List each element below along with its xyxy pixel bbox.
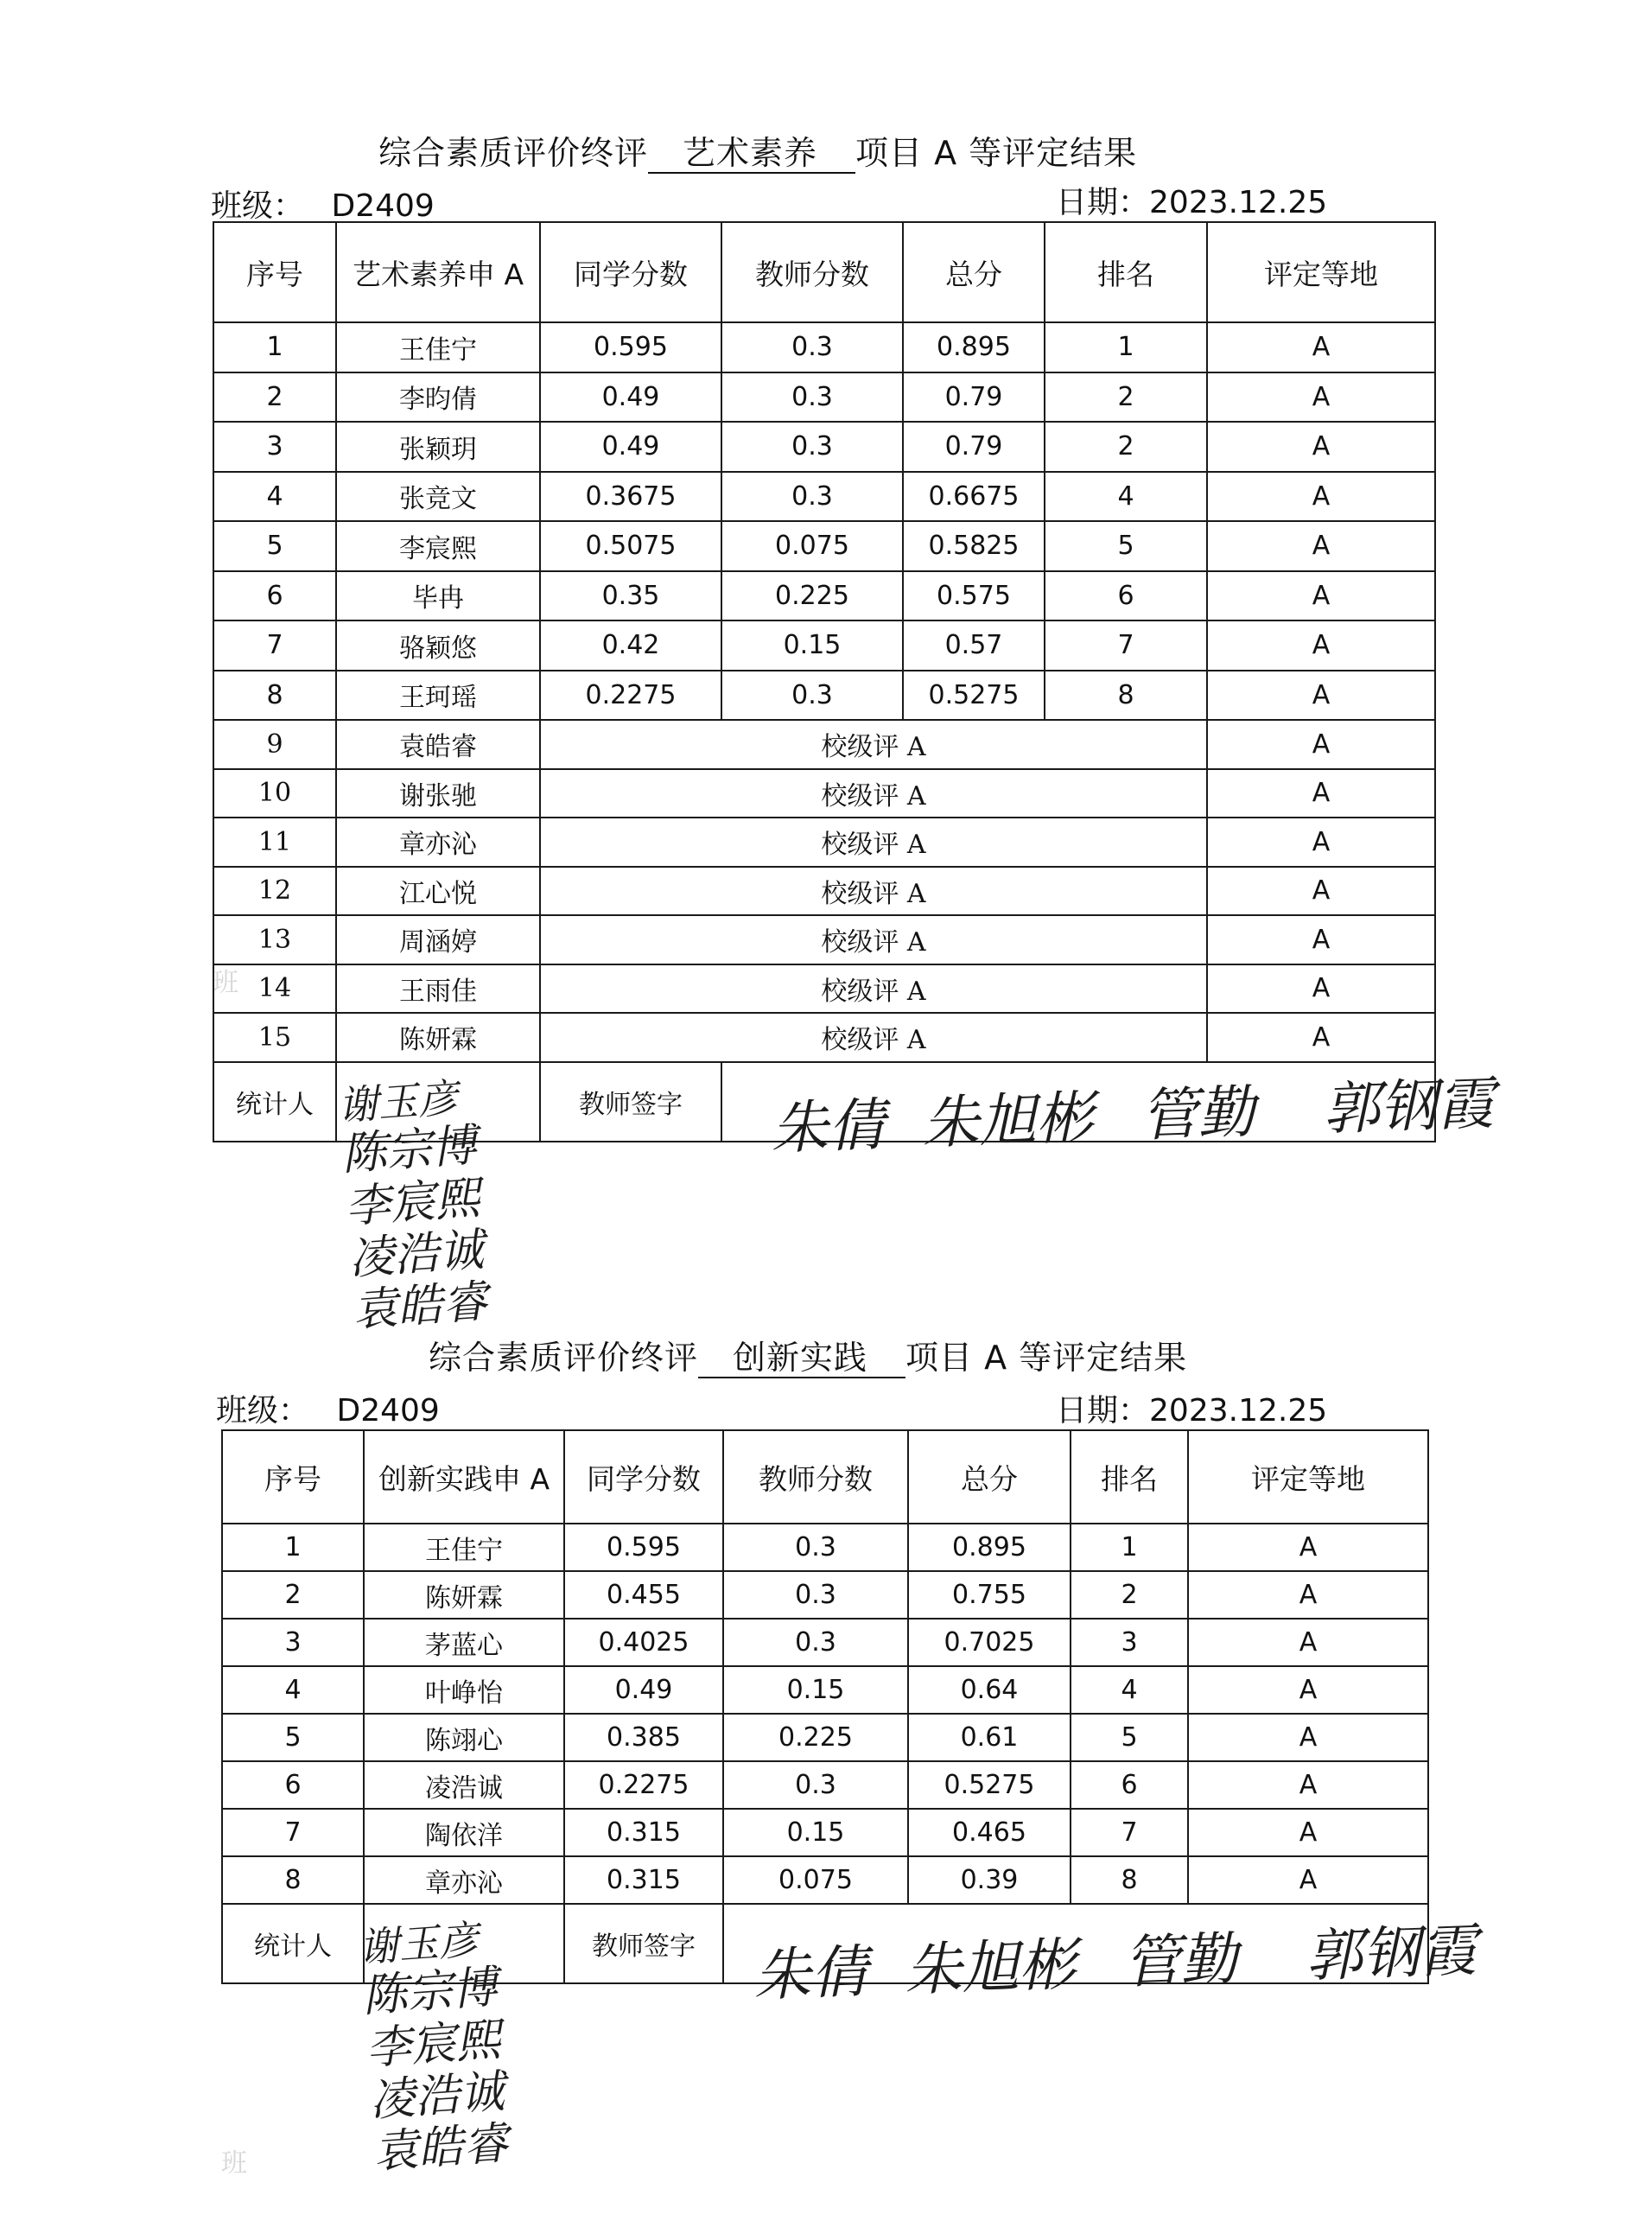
statistician-signature: 袁皓睿 bbox=[372, 2117, 511, 2180]
peer-score-cell: 0.42 bbox=[540, 620, 721, 671]
date-value: 2023.12.25 bbox=[1149, 1393, 1328, 1429]
grade-cell: A bbox=[1207, 472, 1435, 522]
school-level-cell: 校级评 A bbox=[540, 720, 1207, 769]
class-value: D2409 bbox=[336, 1393, 440, 1429]
teacher-score-cell: 0.15 bbox=[723, 1666, 908, 1714]
seq-cell: 14 bbox=[213, 964, 336, 1014]
grade-cell: A bbox=[1207, 322, 1435, 372]
table-row bbox=[213, 720, 1435, 769]
grade-cell: A bbox=[1188, 1666, 1428, 1714]
name-cell: 张竞文 bbox=[336, 472, 540, 522]
peer-score-cell: 0.49 bbox=[540, 372, 721, 423]
name-cell: 骆颖悠 bbox=[336, 620, 540, 671]
section2-title bbox=[429, 1331, 1187, 1378]
seq-cell: 9 bbox=[213, 720, 336, 769]
total-cell: 0.755 bbox=[908, 1571, 1071, 1619]
title-prefix: 综合素质评价终评 bbox=[429, 1339, 699, 1377]
teacher-score-cell: 0.15 bbox=[721, 620, 903, 671]
date-value: 2023.12.25 bbox=[1149, 185, 1328, 220]
total-cell: 0.57 bbox=[903, 620, 1045, 671]
grade-cell: A bbox=[1188, 1619, 1428, 1666]
show-through-mark: 班 bbox=[213, 968, 238, 998]
peer-score-cell: 0.2275 bbox=[540, 671, 721, 721]
name-cell: 谢张驰 bbox=[336, 769, 540, 818]
table-row bbox=[213, 422, 1435, 472]
statistician-signatures-1 bbox=[337, 1074, 489, 1338]
grade-cell: A bbox=[1207, 1013, 1435, 1062]
name-cell: 李昀倩 bbox=[336, 372, 540, 423]
seq-cell: 4 bbox=[222, 1666, 364, 1714]
statistician-signature: 谢玉彦 bbox=[357, 1916, 480, 1971]
title-fill: 艺术素养 bbox=[648, 136, 855, 174]
grade-cell: A bbox=[1188, 1809, 1428, 1856]
header-grade-cell: 评定等地 bbox=[1188, 1430, 1428, 1524]
header-seq-cell: 序号 bbox=[222, 1430, 364, 1524]
grade-cell: A bbox=[1207, 620, 1435, 671]
seq-cell: 10 bbox=[213, 769, 336, 818]
teacher-score-cell: 0.3 bbox=[721, 422, 903, 472]
header-peer-score-cell: 同学分数 bbox=[564, 1430, 723, 1524]
peer-score-cell: 0.49 bbox=[564, 1666, 723, 1714]
title-suffix: 项目 A 等评定结果 bbox=[855, 134, 1138, 172]
total-cell: 0.895 bbox=[903, 322, 1045, 372]
section1-date bbox=[1056, 178, 1327, 222]
seq-cell: 1 bbox=[213, 322, 336, 372]
grade-cell: A bbox=[1188, 1761, 1428, 1809]
table-row bbox=[213, 620, 1435, 671]
table-row bbox=[213, 322, 1435, 372]
peer-score-cell: 0.595 bbox=[564, 1524, 723, 1571]
teacher-score-cell: 0.3 bbox=[721, 472, 903, 522]
teacher-signature: 朱倩 bbox=[753, 1938, 869, 2009]
table-row bbox=[222, 1856, 1428, 1904]
name-cell: 张颖玥 bbox=[336, 422, 540, 472]
seq-cell: 8 bbox=[222, 1856, 364, 1904]
seq-cell: 2 bbox=[213, 372, 336, 423]
rank-cell: 8 bbox=[1071, 1856, 1188, 1904]
teacher-signature: 郭钢霞 bbox=[1304, 1917, 1478, 1990]
grade-cell: A bbox=[1188, 1856, 1428, 1904]
header-rank-cell: 排名 bbox=[1045, 222, 1207, 322]
total-cell: 0.5275 bbox=[908, 1761, 1071, 1809]
show-through-mark: 班 bbox=[221, 2148, 247, 2179]
name-cell: 王雨佳 bbox=[336, 964, 540, 1014]
teacher-score-cell: 0.3 bbox=[723, 1524, 908, 1571]
total-cell: 0.39 bbox=[908, 1856, 1071, 1904]
total-cell: 0.895 bbox=[908, 1524, 1071, 1571]
seq-cell: 4 bbox=[213, 472, 336, 522]
grade-cell: A bbox=[1207, 818, 1435, 867]
table-row bbox=[213, 964, 1435, 1014]
teacher-score-cell: 0.3 bbox=[721, 671, 903, 721]
teacher-signature: 管勤 bbox=[1121, 1925, 1239, 1996]
teacher-score-cell: 0.3 bbox=[723, 1571, 908, 1619]
peer-score-cell: 0.49 bbox=[540, 422, 721, 472]
title-fill: 创新实践 bbox=[698, 1340, 905, 1378]
table-row bbox=[213, 915, 1435, 964]
name-cell: 李宸熙 bbox=[336, 521, 540, 571]
teacher-signature: 朱旭彬 bbox=[920, 1084, 1095, 1157]
grade-cell: A bbox=[1207, 571, 1435, 621]
rank-cell: 8 bbox=[1045, 671, 1207, 721]
school-level-cell: 校级评 A bbox=[540, 964, 1207, 1014]
grade-cell: A bbox=[1207, 372, 1435, 423]
rank-cell: 5 bbox=[1045, 521, 1207, 571]
table-row bbox=[222, 1571, 1428, 1619]
table-row bbox=[222, 1666, 1428, 1714]
table-row bbox=[213, 671, 1435, 721]
name-cell: 章亦沁 bbox=[364, 1856, 564, 1904]
class-label: 班级： bbox=[211, 188, 305, 224]
peer-score-cell: 0.5075 bbox=[540, 521, 721, 571]
name-cell: 陈妍霖 bbox=[364, 1571, 564, 1619]
grade-cell: A bbox=[1207, 521, 1435, 571]
peer-score-cell: 0.2275 bbox=[564, 1761, 723, 1809]
total-cell: 0.79 bbox=[903, 422, 1045, 472]
statistician-signature: 陈宗博 bbox=[360, 1962, 499, 2023]
rank-cell: 7 bbox=[1071, 1809, 1188, 1856]
total-cell: 0.465 bbox=[908, 1809, 1071, 1856]
section2-table bbox=[221, 1429, 1429, 1984]
seq-cell: 11 bbox=[213, 818, 336, 867]
table-row bbox=[222, 1524, 1428, 1571]
statistician-signature: 李宸熙 bbox=[343, 1172, 482, 1234]
peer-score-cell: 0.595 bbox=[540, 322, 721, 372]
seq-cell: 1 bbox=[222, 1524, 364, 1571]
name-cell: 章亦沁 bbox=[336, 818, 540, 867]
teacher-sign-label-cell: 教师签字 bbox=[540, 1062, 721, 1142]
peer-score-cell: 0.3675 bbox=[540, 472, 721, 522]
statistician-signature: 袁皓睿 bbox=[351, 1276, 490, 1338]
header-teacher-score-cell: 教师分数 bbox=[721, 222, 903, 322]
rank-cell: 4 bbox=[1045, 472, 1207, 522]
seq-cell: 6 bbox=[222, 1761, 364, 1809]
section1-class bbox=[211, 181, 435, 226]
grade-cell: A bbox=[1188, 1571, 1428, 1619]
name-cell: 王佳宁 bbox=[364, 1524, 564, 1571]
title-prefix: 综合素质评价终评 bbox=[378, 134, 649, 172]
teacher-signature: 朱旭彬 bbox=[903, 1931, 1077, 2004]
total-cell: 0.575 bbox=[903, 571, 1045, 621]
grade-cell: A bbox=[1207, 915, 1435, 964]
date-label: 日期： bbox=[1056, 185, 1150, 220]
section2-class bbox=[216, 1386, 440, 1430]
name-cell: 袁皓睿 bbox=[336, 720, 540, 769]
statistician-signature: 凌浩诚 bbox=[368, 2065, 506, 2128]
table-row bbox=[213, 521, 1435, 571]
section1-table bbox=[213, 221, 1436, 1142]
grade-cell: A bbox=[1188, 1714, 1428, 1761]
table-row bbox=[213, 769, 1435, 818]
header-grade-cell: 评定等地 bbox=[1207, 222, 1435, 322]
name-cell: 陈妍霖 bbox=[336, 1013, 540, 1062]
header-total-cell: 总分 bbox=[908, 1430, 1071, 1524]
rank-cell: 2 bbox=[1045, 422, 1207, 472]
seq-cell: 8 bbox=[213, 671, 336, 721]
teacher-score-cell: 0.225 bbox=[723, 1714, 908, 1761]
name-cell: 茅蓝心 bbox=[364, 1619, 564, 1666]
grade-cell: A bbox=[1207, 867, 1435, 916]
teacher-score-cell: 0.3 bbox=[721, 372, 903, 423]
seq-cell: 6 bbox=[213, 571, 336, 621]
teacher-signature: 朱倩 bbox=[770, 1091, 886, 1162]
table-row bbox=[222, 1619, 1428, 1666]
seq-cell: 2 bbox=[222, 1571, 364, 1619]
statistician-signature: 谢玉彦 bbox=[336, 1074, 460, 1130]
date-label: 日期： bbox=[1056, 1393, 1150, 1429]
name-cell: 毕冉 bbox=[336, 571, 540, 621]
total-cell: 0.5825 bbox=[903, 521, 1045, 571]
seq-cell: 5 bbox=[213, 521, 336, 571]
seq-cell: 7 bbox=[222, 1809, 364, 1856]
peer-score-cell: 0.315 bbox=[564, 1856, 723, 1904]
rank-cell: 2 bbox=[1071, 1571, 1188, 1619]
table-header-row bbox=[213, 222, 1435, 322]
seq-cell: 5 bbox=[222, 1714, 364, 1761]
grade-cell: A bbox=[1207, 422, 1435, 472]
grade-cell: A bbox=[1207, 964, 1435, 1014]
teacher-score-cell: 0.3 bbox=[723, 1761, 908, 1809]
grade-cell: A bbox=[1207, 720, 1435, 769]
rank-cell: 6 bbox=[1045, 571, 1207, 621]
statistician-signatures-2 bbox=[358, 1916, 510, 2180]
rank-cell: 1 bbox=[1071, 1524, 1188, 1571]
stat-label-cell: 统计人 bbox=[213, 1062, 336, 1142]
table-row bbox=[222, 1714, 1428, 1761]
header-name-cell: 艺术素养申 A bbox=[336, 222, 540, 322]
table-row bbox=[213, 867, 1435, 916]
total-cell: 0.5275 bbox=[903, 671, 1045, 721]
school-level-cell: 校级评 A bbox=[540, 818, 1207, 867]
table-header-row bbox=[222, 1430, 1428, 1524]
rank-cell: 4 bbox=[1071, 1666, 1188, 1714]
teacher-score-cell: 0.075 bbox=[721, 521, 903, 571]
total-cell: 0.79 bbox=[903, 372, 1045, 423]
peer-score-cell: 0.315 bbox=[564, 1809, 723, 1856]
seq-cell: 3 bbox=[213, 422, 336, 472]
statistician-signature: 李宸熙 bbox=[364, 2014, 503, 2076]
teacher-signature: 郭钢霞 bbox=[1321, 1070, 1496, 1143]
header-teacher-score-cell: 教师分数 bbox=[723, 1430, 908, 1524]
peer-score-cell: 0.4025 bbox=[564, 1619, 723, 1666]
table-row bbox=[213, 571, 1435, 621]
grade-cell: A bbox=[1207, 671, 1435, 721]
total-cell: 0.6675 bbox=[903, 472, 1045, 522]
teacher-signature: 管勤 bbox=[1139, 1079, 1256, 1149]
stat-label-cell: 统计人 bbox=[222, 1904, 364, 1983]
name-cell: 陶依洋 bbox=[364, 1809, 564, 1856]
total-cell: 0.64 bbox=[908, 1666, 1071, 1714]
table-row bbox=[213, 472, 1435, 522]
seq-cell: 13 bbox=[213, 915, 336, 964]
rank-cell: 3 bbox=[1071, 1619, 1188, 1666]
name-cell: 凌浩诚 bbox=[364, 1761, 564, 1809]
rank-cell: 1 bbox=[1045, 322, 1207, 372]
teacher-sign-label-cell: 教师签字 bbox=[564, 1904, 723, 1983]
header-rank-cell: 排名 bbox=[1071, 1430, 1188, 1524]
table-row bbox=[222, 1809, 1428, 1856]
grade-cell: A bbox=[1207, 769, 1435, 818]
table-row bbox=[213, 1013, 1435, 1062]
statistician-signature: 凌浩诚 bbox=[347, 1224, 486, 1286]
name-cell: 王佳宁 bbox=[336, 322, 540, 372]
total-cell: 0.7025 bbox=[908, 1619, 1071, 1666]
peer-score-cell: 0.455 bbox=[564, 1571, 723, 1619]
name-cell: 周涵婷 bbox=[336, 915, 540, 964]
total-cell: 0.61 bbox=[908, 1714, 1071, 1761]
section2-date bbox=[1056, 1386, 1327, 1430]
seq-cell: 7 bbox=[213, 620, 336, 671]
rank-cell: 5 bbox=[1071, 1714, 1188, 1761]
rank-cell: 2 bbox=[1045, 372, 1207, 423]
teacher-score-cell: 0.075 bbox=[723, 1856, 908, 1904]
statistician-signature: 陈宗博 bbox=[340, 1120, 479, 1181]
school-level-cell: 校级评 A bbox=[540, 769, 1207, 818]
rank-cell: 7 bbox=[1045, 620, 1207, 671]
teacher-score-cell: 0.3 bbox=[721, 322, 903, 372]
peer-score-cell: 0.35 bbox=[540, 571, 721, 621]
header-seq-cell: 序号 bbox=[213, 222, 336, 322]
header-name-cell: 创新实践申 A bbox=[364, 1430, 564, 1524]
class-label: 班级： bbox=[216, 1393, 310, 1429]
table-row bbox=[213, 818, 1435, 867]
table-row bbox=[222, 1761, 1428, 1809]
teacher-score-cell: 0.15 bbox=[723, 1809, 908, 1856]
name-cell: 叶峥怡 bbox=[364, 1666, 564, 1714]
seq-cell: 12 bbox=[213, 867, 336, 916]
school-level-cell: 校级评 A bbox=[540, 915, 1207, 964]
name-cell: 王珂瑶 bbox=[336, 671, 540, 721]
section1-title bbox=[378, 126, 1137, 174]
seq-cell: 15 bbox=[213, 1013, 336, 1062]
name-cell: 陈翊心 bbox=[364, 1714, 564, 1761]
rank-cell: 6 bbox=[1071, 1761, 1188, 1809]
teacher-score-cell: 0.225 bbox=[721, 571, 903, 621]
class-value: D2409 bbox=[331, 188, 435, 224]
peer-score-cell: 0.385 bbox=[564, 1714, 723, 1761]
title-suffix: 项目 A 等评定结果 bbox=[905, 1339, 1188, 1377]
seq-cell: 3 bbox=[222, 1619, 364, 1666]
school-level-cell: 校级评 A bbox=[540, 1013, 1207, 1062]
name-cell: 江心悦 bbox=[336, 867, 540, 916]
table-row bbox=[213, 372, 1435, 423]
header-peer-score-cell: 同学分数 bbox=[540, 222, 721, 322]
teacher-score-cell: 0.3 bbox=[723, 1619, 908, 1666]
school-level-cell: 校级评 A bbox=[540, 867, 1207, 916]
grade-cell: A bbox=[1188, 1524, 1428, 1571]
header-total-cell: 总分 bbox=[903, 222, 1045, 322]
